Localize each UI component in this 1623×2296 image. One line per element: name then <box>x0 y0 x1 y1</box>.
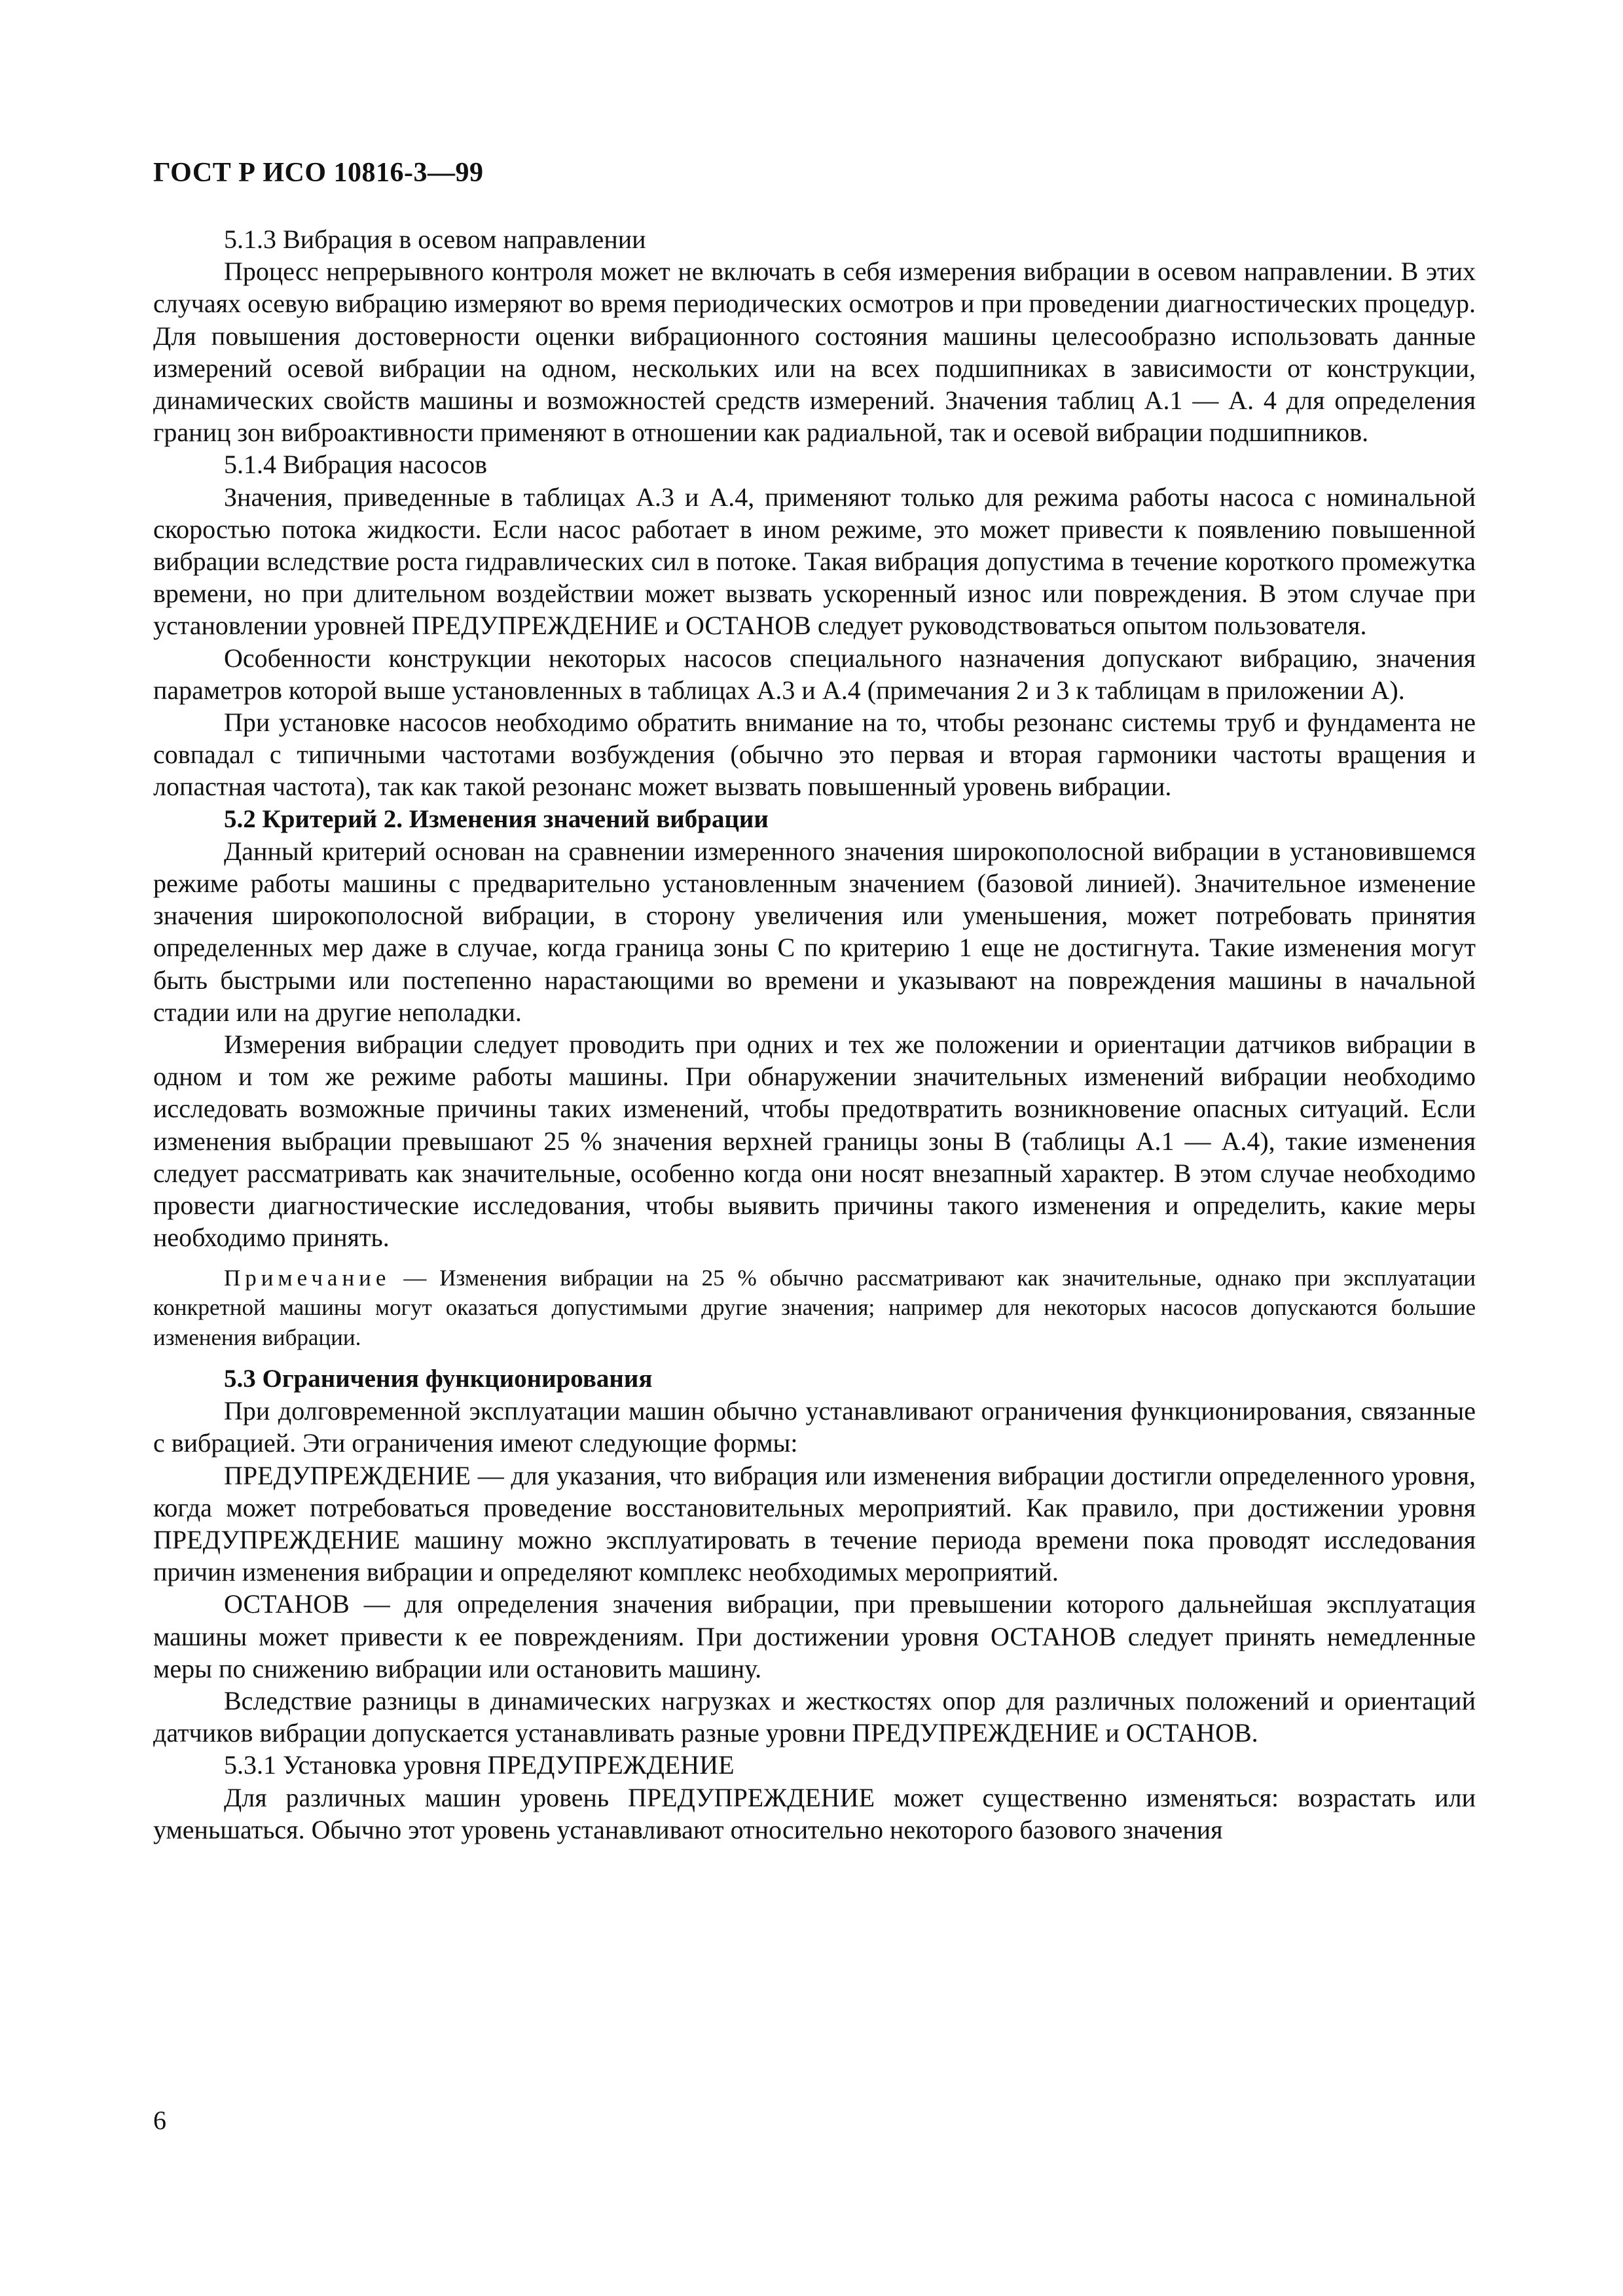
section-5-2-paragraph-2: Измерения вибрации следует проводить при одних и тех же положении и ориентации датчиков вибрации в одном и том же режиме работы машины. При обнаружении значительных изменений вибрации необходимо исследовать возможные причины таких изменений, чтобы предотвратить возникновение опасных ситуаций. Если изменения выбрации превышают 25 % значения верхней границы зоны В (таблицы А.1 — А.4), такие изменения следует рассматривать как значительные, особенно когда они носят внезапный характер. В этом случае необходимо провести диагностические исследования, чтобы выявить причины такого изменения и определить, какие меры необходимо принять. <box>153 1030 1476 1253</box>
section-5-3-paragraph-1: При долговременной эксплуатации машин обычно устанавливают ограничения функционирования, связанные с вибрацией. Эти ограничения имеют следующие формы: <box>153 1396 1476 1458</box>
section-5-1-4-paragraph-2: Особенности конструкции некоторых насосов специального назначения допускают вибрацию, значения параметров которой выше установленных в таблицах А.3 и А.4 (примечания 2 и 3 к таблицам в приложении А). <box>153 643 1476 705</box>
section-5-3-paragraph-2: ПРЕДУПРЕЖДЕНИЕ — для указания, что вибрация или изменения вибрации достигли определенного уровня, когда может потребоваться проведение восстановительных мероприятий. Как правило, при достижении уровня ПРЕДУПРЕЖДЕНИЕ машину можно эксплуатировать в течение периода времени пока проводят исследования причин изменения вибрации и определяют комплекс необходимых мероприятий. <box>153 1460 1476 1587</box>
section-5-3-paragraph-4: Вследствие разницы в динамических нагрузках и жесткостях опор для различных положений и ориентаций датчиков вибрации допускается устанавливать разные уровни ПРЕДУПРЕЖДЕНИЕ и ОСТАНОВ. <box>153 1686 1476 1748</box>
note <box>153 1263 1476 1353</box>
section-5-3-heading: 5.3 Ограничения функционирования <box>224 1365 653 1393</box>
section-5-1-3-paragraph: Процесс непрерывного контроля может не включать в себя измерения вибрации в осевом направлении. В этих случаях осевую вибрацию измеряют во время периодических осмотров и при проведении диагностических процедур. Для повышения достоверности оценки вибрационного состояния машины целесообразно использовать данные измерений осевой вибрации на одном, нескольких или на всех подшипниках в зависимости от конструкции, динамических свойств машины и возможностей средств измерений. Значения таблиц А.1 — А. 4 для определения границ зон виброактивности применяют в отношении как радиальной, так и осевой вибрации подшипников. <box>153 257 1476 448</box>
section-5-1-4-title: 5.1.4 Вибрация насосов <box>224 450 487 480</box>
document-body <box>153 223 1476 1846</box>
section-5-2-heading: 5.2 Критерий 2. Изменения значений вибрации <box>224 804 769 833</box>
section-5-3-1-title: 5.3.1 Установка уровня ПРЕДУПРЕЖДЕНИЕ <box>224 1750 735 1780</box>
section-5-2-paragraph-1: Данный критерий основан на сравнении измеренного значения широкополосной вибрации в установившемся режиме работы машины с предварительно установленным значением (базовой линией). Значительное изменение значения широкополосной вибрации, в сторону увеличения или уменьшения, может потребовать принятия определенных мер даже в случае, когда граница зоны С по критерию 1 еще не достигнута. Такие изменения могут быть быстрыми или постепенно нарастающими во времени и указывают на повреждения машины в начальной стадии или на другие неполадки. <box>153 836 1476 1027</box>
section-5-1-3-title: 5.1.3 Вибрация в осевом направлении <box>224 224 646 254</box>
section-5-1-4-paragraph-1: Значения, приведенные в таблицах А.3 и А.4, применяют только для режима работы насоса с номинальной скоростью потока жидкости. Если насос работает в ином режиме, это может привести к появлению повышенной вибрации вследствие роста гидравлических сил в потоке. Такая вибрация допустима в течение короткого промежутка времени, но при длительном воздействии может вызвать ускоренный износ или повреждения. В этом случае при установлении уровней ПРЕДУПРЕЖДЕНИЕ и ОСТАНОВ следует руководствоваться опытом пользователя. <box>153 482 1476 641</box>
document-page <box>153 154 1476 1846</box>
page-number: 6 <box>153 2106 166 2135</box>
standard-header: ГОСТ Р ИСО 10816-3—99 <box>153 158 484 188</box>
note-label: Примечание <box>224 1265 391 1291</box>
section-5-3-1-paragraph: Для различных машин уровень ПРЕДУПРЕЖДЕНИЕ может существенно изменяться: возрастать или уменьшаться. Обычно этот уровень устанавливают относительно некоторого базового значения <box>153 1782 1476 1844</box>
note-text: — Изменения вибрации на 25 % обычно рассматривают как значительные, однако при эксплуатации конкретной машины могут оказаться допустимыми другие значения; например для некоторых насосов допускаются большие изменения вибрации. <box>153 1265 1476 1350</box>
section-5-1-4-paragraph-3: При установке насосов необходимо обратить внимание на то, чтобы резонанс системы труб и фундамента не совпадал с типичными частотами возбуждения (обычно это первая и вторая гармоники частоты вращения и лопастная частота), так как такой резонанс может вызвать повышенный уровень вибрации. <box>153 708 1476 802</box>
section-5-3-paragraph-3: ОСТАНОВ — для определения значения вибрации, при превышении которого дальнейшая эксплуатация машины может привести к ее повреждениям. При достижении уровня ОСТАНОВ следует принять немедленные меры по снижению вибрации или остановить машину. <box>153 1589 1476 1683</box>
